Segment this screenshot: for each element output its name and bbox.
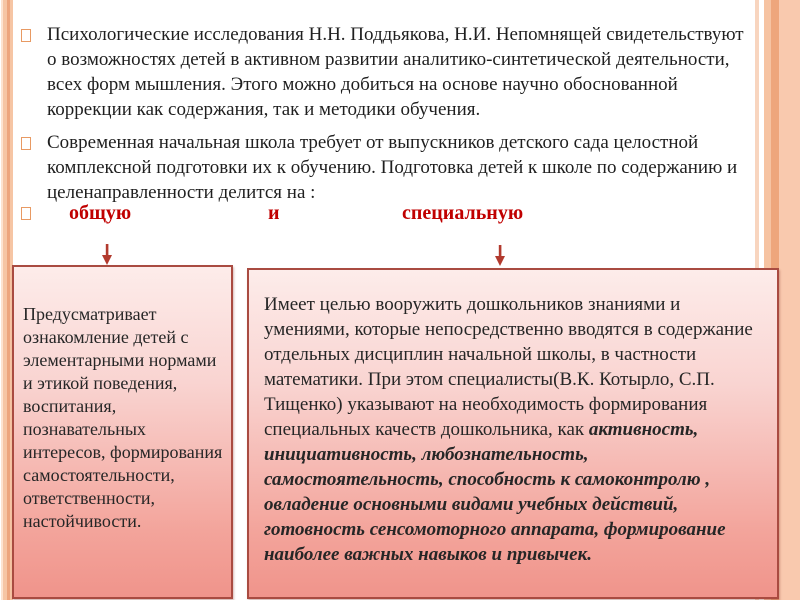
paragraph-school (18, 130, 752, 205)
label-special: специальную (402, 202, 524, 224)
split-labels-line (18, 202, 728, 228)
general-preparation-text: Предусматривает ознакомление детей с элементарными нормами и этикой поведения, воспитания, познавательных интересов, формирования самостоятельности, ответственности, настойчивости. (23, 304, 223, 531)
special-preparation-box (247, 268, 779, 599)
down-arrow-icon (493, 245, 507, 267)
square-bullet-icon (21, 207, 31, 220)
special-preparation-intro: Имеет целью вооружить дошкольников знаниями и умениями, которые непосредственно вводятся в содержание отдельных дисциплин начальной школы, в частности математики. При этом специалисты(В.К. Котырло, С.П. Тищенко) указывают на необходимость формирования специальных качеств дошкольника, как (264, 294, 753, 440)
paragraph-research-text: Психологические исследования Н.Н. Поддьякова, Н.И. Непомнящей свидетельствуют о возможностях детей в активном развитии аналитико-синтетической деятельности, всех форм мышления. Этого можно добиться на основе научно обоснованной коррекции как содержания, так и методики обучения. (47, 24, 744, 120)
down-arrow-icon (100, 244, 114, 266)
paragraph-school-text: Современная начальная школа требует от выпускников детского сада целостной комплексной подготовки их к обучению. Подготовка детей к школе по содержанию и целенаправленности делится на : (47, 132, 738, 203)
special-preparation-emphasis: активность, инициативность, любознательность, самостоятельность, способность к самоконтролю , овладение основными видами учебных действий, готовность сенсомоторного аппарата, формирование наиболее важных навыков и привычек. (264, 419, 726, 565)
label-and: и (268, 202, 280, 224)
label-general: общую (69, 202, 132, 224)
square-bullet-icon (21, 137, 31, 150)
general-preparation-box (12, 265, 233, 599)
paragraph-research (18, 22, 752, 122)
square-bullet-icon (21, 29, 31, 42)
